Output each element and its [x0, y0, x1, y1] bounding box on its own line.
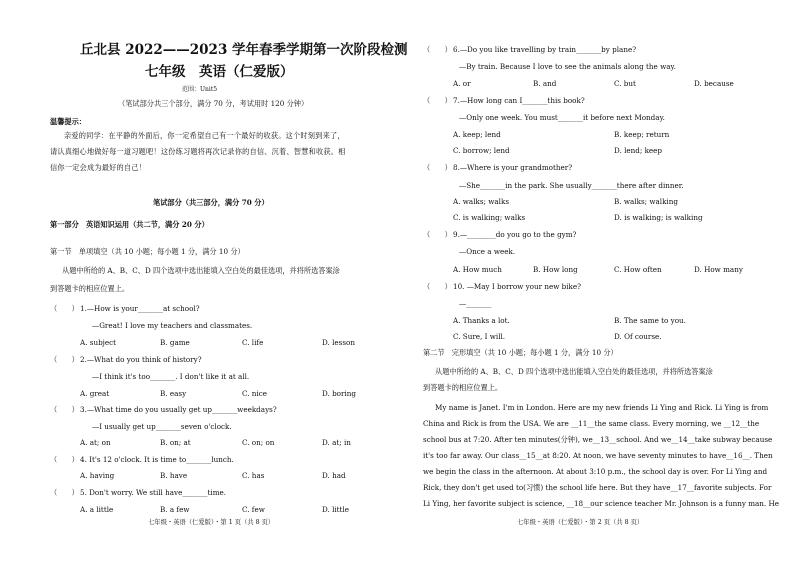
option-d: D. at; in: [322, 438, 351, 447]
option-c: C. has: [242, 471, 265, 480]
option-d: D. How many: [694, 265, 743, 274]
answer-paren[interactable]: （ ）: [423, 96, 452, 105]
option-b: B. a few: [160, 505, 190, 514]
question-stem: 8.—Where is your grandmother?: [453, 163, 573, 172]
option-b: B. How long: [533, 265, 578, 274]
option-b: B. have: [160, 471, 188, 480]
question-stem: 10. —May I borrow your new bike?: [453, 282, 581, 291]
exam-title: 丘北县 2022——2023 学年春季学期第一次阶段检测: [80, 42, 408, 58]
option-b: B. and: [533, 79, 557, 88]
option-c: C. few: [242, 505, 265, 514]
option-d: D. lend; keep: [614, 146, 663, 155]
option-c: C. nice: [242, 389, 268, 398]
tip-line: 信你一定会成为最好的自己！: [50, 163, 147, 172]
section1-instruction: 到答题卡的相应位置上。: [50, 284, 130, 293]
passage-line: China and Rick is from the USA. We are __11__the same class. Every morning, we __12__the: [423, 419, 760, 428]
option-c: C. on; on: [242, 438, 275, 447]
passage-line: it's too far away. Our class__15__at 8:20. At noon, we have seventy minutes to have__16__. Then: [423, 451, 773, 460]
question-reply: —By train. Because I love to see the animals along the way.: [459, 62, 676, 71]
answer-paren[interactable]: （ ）: [423, 163, 452, 172]
answer-paren[interactable]: （ ）: [50, 355, 79, 364]
option-d: D. Of course.: [614, 332, 662, 341]
part1-heading: 第一部分 英语知识运用（共二节，满分 20 分）: [50, 220, 209, 229]
score-note: （笔试部分共三个部分，满分 70 分，考试用时 120 分钟）: [118, 99, 309, 108]
option-d: D. because: [694, 79, 734, 88]
option-b: B. walks; walking: [614, 197, 678, 206]
option-c: C. borrow; lend: [453, 146, 510, 155]
option-c: C. How often: [614, 265, 662, 274]
option-a: A. subject: [80, 338, 117, 347]
question-reply: —Only one week. You must_______it before next Monday.: [459, 113, 665, 122]
option-a: A. keep; lend: [453, 130, 501, 139]
option-b: B. on; at: [160, 438, 191, 447]
option-a: A. a little: [80, 505, 114, 514]
passage-line: Rick, they don't get used to(习惯) the school life here. But they have__17__favorite subjects. For: [423, 483, 772, 492]
section2-heading: 第二节 完形填空（共 10 小题；每小题 1 分，满分 10 分）: [423, 348, 618, 357]
right-page: [397, 0, 794, 561]
option-a: A. at; on: [80, 438, 111, 447]
tip-line: 亲爱的同学：在平静的外面后，你一定希望自己有一个最好的收获。这个时刻到来了，: [64, 131, 345, 140]
question-stem: 5. Don't worry. We still have_______time.: [80, 488, 227, 497]
option-c: C. is walking; walks: [453, 213, 526, 222]
section1-instruction: 从题中所给的 A、B、C、D 四个选项中选出能填入空白处的最佳选项，并将所选答案涂: [62, 266, 340, 275]
option-d: D. is walking; is walking: [614, 213, 703, 222]
option-b: B. game: [160, 338, 190, 347]
question-reply: —_______: [459, 299, 492, 308]
option-c: C. life: [242, 338, 264, 347]
answer-paren[interactable]: （ ）: [50, 488, 79, 497]
answer-paren[interactable]: （ ）: [50, 455, 79, 464]
answer-paren[interactable]: （ ）: [50, 405, 79, 414]
option-c: C. but: [614, 79, 636, 88]
page-footer: 七年级・英语（仁爱版）・第 1 页（共 8 页）: [148, 519, 275, 526]
exam-subtitle: 七年级 英语（仁爱版）: [145, 64, 294, 80]
scope-text: 范围：Unit5: [182, 86, 218, 93]
answer-paren[interactable]: （ ）: [423, 230, 452, 239]
option-d: D. boring: [322, 389, 356, 398]
option-c: C. Sure, I will.: [453, 332, 506, 341]
question-reply: —Great! I love my teachers and classmates.: [92, 321, 253, 330]
question-stem: 1.—How is your_______at school?: [80, 304, 200, 313]
passage-line: My name is Janet. I'm in London. Here are my new friends Li Ying and Rick. Li Ying is from: [435, 403, 769, 412]
question-reply: —I think it's too_______. I don't like it at all.: [92, 372, 250, 381]
question-stem: 7.—How long can I_______this book?: [453, 96, 585, 105]
option-a: A. Thanks a lot.: [453, 316, 510, 325]
page-footer: 七年级・英语（仁爱版）・第 2 页（共 8 页）: [517, 519, 644, 526]
option-d: D. had: [322, 471, 346, 480]
option-a: A. great: [80, 389, 110, 398]
question-stem: 9.—________do you go to the gym?: [453, 230, 577, 239]
option-a: A. walks; walks: [453, 197, 510, 206]
question-stem: 6.—Do you like travelling by train_______by plane?: [453, 45, 637, 54]
option-b: B. easy: [160, 389, 187, 398]
tip-line: 请认真细心地做好每一道习题吧！这份练习题将再次记录你的自信、沉着、智慧和收获。相: [50, 147, 346, 156]
option-d: D. lesson: [322, 338, 355, 347]
option-b: B. keep; return: [614, 130, 670, 139]
tip-heading: 温馨提示：: [50, 117, 86, 126]
option-a: A. having: [80, 471, 115, 480]
question-reply: —I usually get up_______seven o'clock.: [92, 422, 232, 431]
answer-paren[interactable]: （ ）: [50, 304, 79, 313]
question-stem: 3.—What time do you usually get up_______weekdays?: [80, 405, 277, 414]
option-d: D. little: [322, 505, 350, 514]
answer-paren[interactable]: （ ）: [423, 282, 452, 291]
question-stem: 2.—What do you think of history?: [80, 355, 202, 364]
passage-line: Li Ying, her favorite subject is science, __18__our science teacher Mr. Johnson is a funny man. He: [423, 499, 780, 508]
passage-line: we begin the class in the afternoon. At about 3:10 p.m., the school day is over. For Li Ying and: [423, 467, 768, 476]
section2-instruction: 从题中所给的 A、B、C、D 四个选项中选出能填入空白处的最佳选项，并将所选答案涂: [435, 367, 713, 376]
option-a: A. or: [453, 79, 471, 88]
written-section-heading: 笔试部分（共三部分，满分 70 分）: [153, 198, 269, 207]
passage-line: school bus at 7:20. After ten minutes(分钟), we__13__school. And we__14__take subway because: [423, 435, 773, 444]
answer-paren[interactable]: （ ）: [423, 45, 452, 54]
question-reply: —Once a week.: [459, 247, 516, 256]
question-reply: —She_______in the park. She usually_______there after dinner.: [459, 181, 684, 190]
section1-heading: 第一节 单项填空（共 10 小题；每小题 1 分，满分 10 分）: [50, 247, 245, 256]
option-b: B. The same to you.: [614, 316, 686, 325]
section2-instruction: 到答题卡的相应位置上。: [423, 383, 503, 392]
question-stem: 4. It's 12 o'clock. It is time to_______lunch.: [80, 455, 234, 464]
option-a: A. How much: [453, 265, 502, 274]
